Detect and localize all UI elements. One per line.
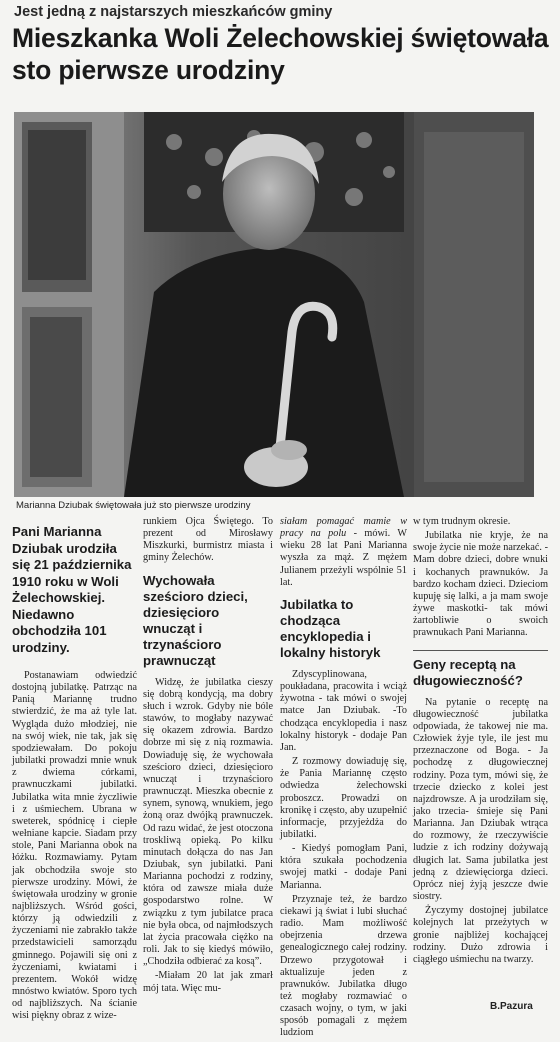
- paragraph: Życzymy dostojnej jubilatce kolejnych lat przeżytych w gronie najbliżej kochającej rodziny. Dużo zdrowia i ciągłego uśmiechu na twarzy.: [413, 905, 548, 965]
- article-headline: Mieszkanka Woli Żelechowskiej świętowała sto pierwsze urodziny: [12, 23, 549, 85]
- subheading: Jubilatka to chodząca encyklopedia i lokalny historyk: [280, 596, 381, 660]
- column-3: [280, 516, 407, 1042]
- article-photo: [14, 112, 534, 497]
- paragraph: Z rozmowy dowiaduję się, że Pania Mariannę często odwiedza żelechowski proboszcz. Prowadzi on kronikę i często, aby uzupełnić informacje, przyjeżdża do jubilatki.: [280, 756, 407, 840]
- author-signature: B.Pazura: [490, 1001, 533, 1012]
- paragraph: - Kiedyś pomogłam Pani, która szukała pochodzenia swojej matki - dodaje Pani Marianna.: [280, 843, 407, 891]
- paragraph: Przyznaje też, że bardzo ciekawi ją świat i lubi słuchać radio. Mam możliwość obejrzenia drzewa genealogicznego całej rodziny. Drzewo przygotował i aktualizuje jeden z prawnuków. Jubilatka długo też mogłaby rozmawiać o czasach wojny, o tym, w jaki sposób pomagali z mężem ludziom: [280, 893, 407, 1039]
- paragraph: w tym trudnym okresie.: [413, 516, 511, 527]
- subheading: Wychowała sześcioro dzieci, dziesięcioro wnucząt i trzynaścioro prawnucząt: [143, 572, 248, 668]
- paragraph: Na pytanie o receptę na długowieczność jubilatka odpowiada, że takowej nie ma. Człowiek żyje tyle, ile jest mu przeznaczone od Boga. - Ja pochodzę z długowiecznej rodziny. Poza tym, mówi się, że trzecie dziecko z kolei jest najzdrowsze. A ja urodziłam się, jako trzecia- śmieje się Pani Marianna. Jan Dziubak wtrąca do rozmowy, że rzeczywiście ludzie z ich rodziny dożywają długich lat. Sama jubilatka jest jedną z dziewięciorga dzieci. Oprócz niej żyją jeszcze dwie siostry.: [413, 696, 548, 903]
- column-2: [143, 516, 273, 997]
- paragraph-text: - mówi. W wieku 28 lat Pani Marianna wyszła za mąż. Z mężem Julianem przeżyli wspólnie 51 lat.: [280, 528, 407, 588]
- paragraph: [280, 516, 407, 589]
- article-lead: Pani Marianna Dziubak urodziła się 21 października 1910 roku w Woli Żelechowskiej. Niedawno obchodziła 101 urodziny.: [12, 524, 132, 655]
- paragraph: runkiem Ojca Świętego. To prezent od Mirosławy Miszkurki, burmistrz miasta i gminy Żelechów.: [143, 516, 273, 564]
- photo-caption: Marianna Dziubak świętowała już sto pierwsze urodziny: [16, 500, 251, 511]
- column-4: [413, 516, 548, 968]
- paragraph: Postanawiam odwiedzić dostojną jubilatkę. Patrząc na Panią Mariannę trudno stwierdzić, że ma aż tyle lat. Wygląda dużo młodziej, nie na swój wiek, nie tak, jak się spodziewałam. Do pokoju jubilatki prowadzi mnie wnuk z dwiema córkami, prawnuczkami jubilatki. Jubilatka wita mnie życzliwie i z uśmiechem. Ubrana w sweterek, spódnicę i ciepłe wełniane kapcie. Siadam przy stole, Pani Marianna obok na łóżku. Rozmawiamy. Pytam jak obchodziła swoje sto pierwsze urodziny. Mówi, że świętowała urodziny w gronie najbliższych. Wśród gości, którzy ją odwiedzili z życzeniami nie zabrakło także przedstawicieli samorządu gminnego. Pojawili się oni z życzeniami, kwiatami i prezentem. Wokół widzę mnóstwo kwiatów. Sporo tych od najbliższych. Na ścianie wisi piękny obraz z wize-: [12, 670, 137, 1022]
- paragraph: -Miałam 20 lat jak zmarł mój tata. Więc mu-: [143, 970, 273, 994]
- quote-text: siałam pomagać mamie w pracy na polu: [280, 516, 407, 540]
- paragraph: Jubilatka nie kryje, że na swoje życie nie może narzekać. -Mam dobre dzieci, dobre wnuki i kochanych prawnuków. Ja bardzo kocham dzieci. Dzieciom kupuję się lalki, a ja mam swoje żywe maskotki- tak mówi żartobliwie o swoich prawnukach Pani Marianna.: [413, 530, 548, 639]
- subheading: Geny receptą na długowieczność?: [413, 650, 548, 689]
- column-1: [12, 516, 137, 1025]
- paragraph: Widzę, że jubilatka cieszy się dobrą kondycją, ma dobry słuch i wzrok. Gdyby nie bóle stawów, to mogłaby nazywać się okazem zdrowia. Bardzo dobrze mi się z nią rozmawia. Dowiaduję się, że wychowała sześcioro dzieci, dziesięcioro wnucząt i trzynaścioro prawnucząt. Mieszka obecnie z synem, synową, wnukiem, jego żoną oraz dwójką prawnuczek. Od razu widać, że jest otoczona troskliwą opieką. Po kilku minutach dołącza do nas Jan Dziubak, syn jubilatki. Pani Marianna pochodzi z rodziny, która od zawsze miała duże gospodarstwo rolne. W związku z tym jubilatce praca nie była obca, od najmłodszych lat życia pracowała ciężko na roli. Jak to się kiedyś mówiło, „Chodziła odbierać za kosą”.: [143, 676, 273, 968]
- article-kicker: Jest jedną z najstarszych mieszkańców gminy: [14, 4, 333, 20]
- paragraph: Zdyscyplinowana, poukładana, pracowita i wciąż żywotna - tak mówi o swojej matce Jan Dziubak. -To chodząca encyklopedia i nasz lokalny historyk - dodaje Pan Jan.: [280, 668, 407, 753]
